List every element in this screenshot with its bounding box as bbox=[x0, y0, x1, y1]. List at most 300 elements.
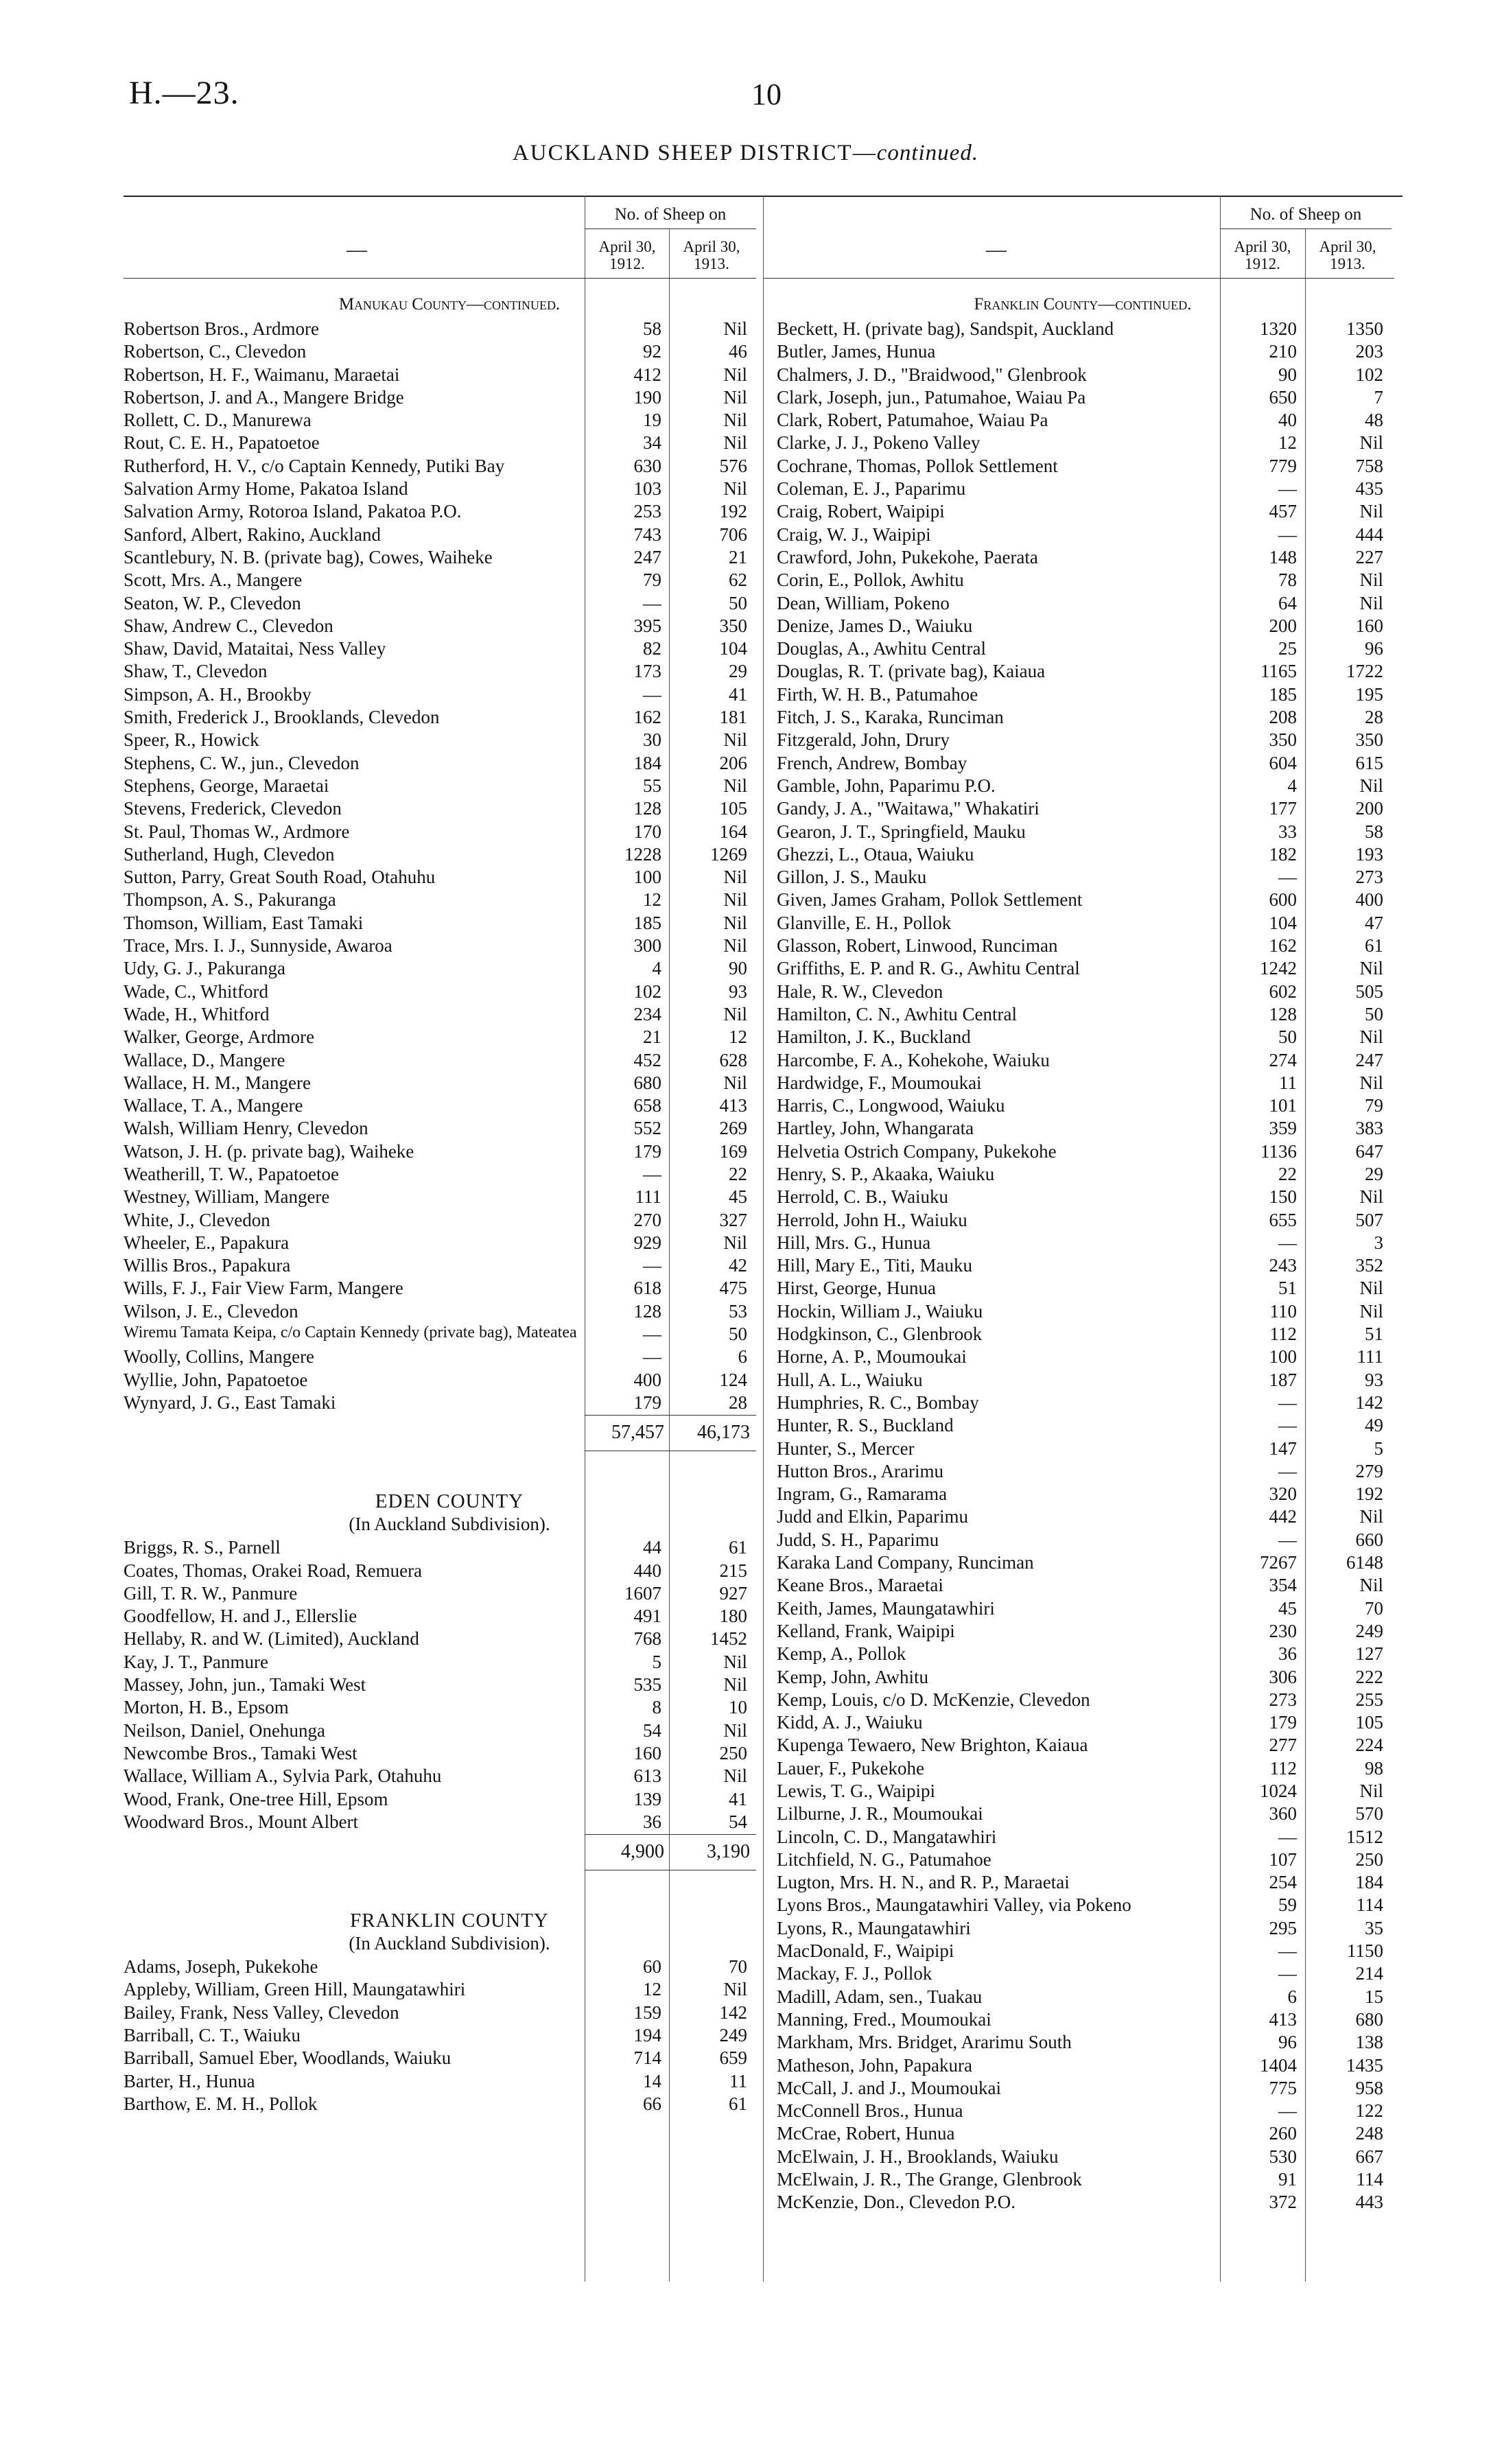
sheep-1912: 33 bbox=[1278, 821, 1297, 842]
sheep-1912: 162 bbox=[1269, 935, 1297, 957]
owner-name: Denize, James D., Waiuku bbox=[777, 615, 973, 636]
table-row bbox=[124, 889, 775, 912]
sheep-1912: 400 bbox=[633, 1369, 661, 1390]
table-row bbox=[777, 913, 1389, 935]
sheep-1913: 10 bbox=[729, 1697, 747, 1718]
owner-name: Stephens, George, Maraetai bbox=[124, 775, 329, 796]
owner-name: Given, James Graham, Pollok Settlement bbox=[777, 889, 1083, 911]
table-row bbox=[777, 958, 1389, 981]
sheep-1912: 100 bbox=[633, 867, 661, 888]
table-row bbox=[124, 1583, 775, 1606]
sheep-1913: 1350 bbox=[1346, 318, 1383, 339]
header-col-1913: April 30, 1913. bbox=[683, 238, 740, 272]
table-row bbox=[124, 1232, 775, 1255]
section-heading: Manukau County—continued. bbox=[338, 295, 561, 314]
sheep-1913: 1269 bbox=[710, 843, 747, 865]
header-bottom-rule bbox=[763, 278, 1394, 279]
table-row bbox=[777, 318, 1389, 341]
table-row bbox=[777, 1186, 1389, 1209]
sheep-1912: 21 bbox=[643, 1026, 661, 1048]
table-row bbox=[777, 2192, 1389, 2214]
sheep-1912: 457 bbox=[1269, 501, 1297, 522]
owner-name: Appleby, William, Green Hill, Maungatawhiri bbox=[124, 1979, 466, 2000]
sheep-1912: 412 bbox=[633, 364, 661, 385]
owner-name: Rout, C. E. H., Papatoetoe bbox=[124, 432, 320, 454]
sheep-1912: 100 bbox=[1269, 1346, 1297, 1368]
owner-name: Weatherill, T. W., Papatoetoe bbox=[124, 1163, 339, 1184]
sheep-1913: 93 bbox=[729, 981, 747, 1002]
sheep-1912: 92 bbox=[643, 341, 661, 362]
sheep-1913: 206 bbox=[719, 752, 747, 773]
sheep-1913: 58 bbox=[1365, 821, 1383, 842]
sheep-1912: 270 bbox=[633, 1209, 661, 1230]
table-row bbox=[777, 1118, 1389, 1140]
sheep-1913: 48 bbox=[1365, 410, 1383, 431]
table-row bbox=[777, 547, 1389, 570]
owner-name: Wilson, J. E., Clevedon bbox=[124, 1300, 298, 1322]
sheep-1912: 743 bbox=[633, 524, 661, 545]
header-col-1912: April 30, 1912. bbox=[598, 238, 656, 272]
table-row bbox=[124, 1255, 775, 1278]
sheep-1912: 1165 bbox=[1260, 661, 1297, 682]
table-row bbox=[124, 2002, 775, 2025]
sheep-1913: 11 bbox=[729, 2070, 747, 2091]
sheep-1913: 350 bbox=[1355, 729, 1383, 751]
sheep-1913: 249 bbox=[719, 2025, 747, 2045]
sheep-1913: 250 bbox=[1355, 1849, 1383, 1870]
total-rule bbox=[585, 1415, 756, 1416]
table-row bbox=[777, 456, 1389, 478]
owner-name: Hill, Mary E., Titi, Mauku bbox=[777, 1255, 973, 1276]
sheep-1912: 185 bbox=[633, 912, 661, 933]
sheep-1912: 182 bbox=[1269, 843, 1297, 865]
table-row bbox=[777, 821, 1389, 844]
sheep-1913: Nil bbox=[723, 1003, 747, 1024]
header-group: No. of Sheep on bbox=[1249, 205, 1362, 224]
table-row bbox=[777, 2100, 1389, 2123]
owner-name: Hull, A. L., Waiuku bbox=[777, 1369, 923, 1390]
table-row bbox=[777, 2009, 1389, 2032]
sheep-1913: 443 bbox=[1355, 2192, 1383, 2213]
sheep-1913: Nil bbox=[723, 318, 747, 339]
sheep-1912: 111 bbox=[635, 1186, 661, 1208]
owner-name: Hunter, R. S., Buckland bbox=[777, 1415, 954, 1436]
table-row bbox=[777, 1827, 1389, 1849]
sheep-1913: Nil bbox=[723, 432, 747, 454]
table-row bbox=[777, 1712, 1389, 1735]
sheep-1913: 98 bbox=[1365, 1757, 1383, 1779]
table-row bbox=[777, 593, 1389, 615]
owner-name: Henry, S. P., Akaaka, Waiuku bbox=[777, 1163, 995, 1184]
sheep-1913: 247 bbox=[1355, 1049, 1383, 1070]
sheep-1912: 768 bbox=[633, 1628, 661, 1650]
sheep-1912: 277 bbox=[1269, 1735, 1297, 1756]
sheep-1912: 159 bbox=[633, 2002, 661, 2023]
owner-name: Robertson, H. F., Waimanu, Maraetai bbox=[124, 364, 400, 385]
sheep-1913: 54 bbox=[729, 1811, 747, 1832]
table-row bbox=[777, 1050, 1389, 1072]
sheep-1912: 102 bbox=[633, 981, 661, 1002]
sheep-1912: 162 bbox=[633, 707, 661, 728]
table-row bbox=[777, 1141, 1389, 1164]
sheep-1912: 530 bbox=[1269, 2146, 1297, 2167]
owner-name: Shaw, David, Mataitai, Ness Valley bbox=[124, 638, 386, 659]
table-row bbox=[124, 1652, 775, 1674]
sheep-1912: 147 bbox=[1269, 1438, 1297, 1459]
sheep-1912: 79 bbox=[643, 570, 661, 591]
owner-name: Firth, W. H. B., Patumahoe bbox=[777, 683, 978, 705]
sheep-1912: 110 bbox=[1269, 1300, 1297, 1322]
sheep-1913: 435 bbox=[1355, 478, 1383, 500]
sheep-1913: 195 bbox=[1355, 683, 1383, 705]
table-row bbox=[777, 684, 1389, 707]
sheep-1913: 413 bbox=[719, 1095, 747, 1116]
owner-name: McConnell Bros., Hunua bbox=[777, 2100, 963, 2122]
sheep-1912: 107 bbox=[1269, 1849, 1297, 1870]
owner-name: Fitch, J. S., Karaka, Runciman bbox=[777, 707, 1004, 728]
owner-name: Kay, J. T., Panmure bbox=[124, 1651, 268, 1672]
sheep-1912: 185 bbox=[1269, 683, 1297, 705]
owner-name: Madill, Adam, sen., Tuakau bbox=[777, 1986, 983, 2007]
table-row bbox=[124, 524, 775, 547]
table-row bbox=[124, 1560, 775, 1583]
table-row bbox=[124, 913, 775, 935]
table-row bbox=[124, 364, 775, 387]
table-row bbox=[777, 1849, 1389, 1872]
sheep-1912: 4 bbox=[1287, 775, 1297, 796]
owner-name: Salvation Army, Rotoroa Island, Pakatoa P.O. bbox=[124, 501, 462, 522]
table-row bbox=[124, 501, 775, 524]
owner-name: White, J., Clevedon bbox=[124, 1209, 270, 1230]
table-row bbox=[124, 1004, 775, 1026]
sheep-1913: 50 bbox=[729, 1324, 747, 1345]
sheep-1913: 203 bbox=[1355, 341, 1383, 362]
sheep-1912: 680 bbox=[633, 1072, 661, 1093]
owner-name: Glanville, E. H., Pollok bbox=[777, 912, 952, 933]
table-row bbox=[777, 615, 1389, 638]
sheep-1912: 535 bbox=[633, 1674, 661, 1696]
sheep-1912: 5 bbox=[652, 1651, 661, 1672]
right-table bbox=[763, 196, 1389, 2281]
sheep-1912: 274 bbox=[1269, 1049, 1297, 1070]
page-title-main: AUCKLAND SHEEP DISTRICT— bbox=[512, 141, 877, 165]
sheep-1913: Nil bbox=[1359, 958, 1383, 979]
table-row bbox=[124, 1789, 775, 1811]
table-row bbox=[124, 1628, 775, 1651]
owner-name: Rutherford, H. V., c/o Captain Kennedy, Putiki Bay bbox=[124, 455, 505, 476]
sheep-1912: 491 bbox=[633, 1606, 661, 1627]
table-row bbox=[777, 1735, 1389, 1757]
owner-name: Mackay, F. J., Pollok bbox=[777, 1963, 932, 1984]
sheep-1912: — bbox=[1278, 867, 1297, 888]
sheep-1913: 6148 bbox=[1346, 1552, 1383, 1573]
owner-name: Wallace, William A., Sylvia Park, Otahuhu bbox=[124, 1765, 442, 1787]
sheep-1912: — bbox=[1278, 1415, 1297, 1436]
owner-name: Corin, E., Pollok, Awhitu bbox=[777, 570, 964, 591]
table-row bbox=[777, 2169, 1389, 2192]
table-row bbox=[777, 1621, 1389, 1643]
table-row bbox=[777, 661, 1389, 683]
table-row bbox=[777, 1278, 1389, 1300]
owner-name: Massey, John, jun., Tamaki West bbox=[124, 1674, 366, 1696]
sheep-1913: Nil bbox=[1359, 1300, 1383, 1322]
table-row bbox=[777, 1872, 1389, 1894]
table-row bbox=[777, 1164, 1389, 1186]
table-row bbox=[124, 1697, 775, 1720]
sheep-1912: 19 bbox=[643, 410, 661, 431]
sheep-1913: 12 bbox=[729, 1026, 747, 1048]
franklin-list-continued bbox=[777, 318, 1389, 2215]
sheep-1913: 350 bbox=[719, 615, 747, 636]
table-row bbox=[124, 341, 775, 364]
sheep-1912: — bbox=[1278, 1232, 1297, 1253]
owner-name: McElwain, J. R., The Grange, Glenbrook bbox=[777, 2169, 1082, 2190]
owner-name: Bailey, Frank, Ness Valley, Clevedon bbox=[124, 2002, 399, 2023]
sheep-1912: — bbox=[643, 1255, 661, 1276]
sheep-1912: 112 bbox=[1269, 1757, 1297, 1779]
sheep-1912: 128 bbox=[633, 798, 661, 819]
owner-name: Kemp, Louis, c/o D. McKenzie, Clevedon bbox=[777, 1689, 1090, 1710]
table-row bbox=[124, 935, 775, 958]
sheep-1913: 5 bbox=[1374, 1438, 1383, 1459]
sheep-1913: 383 bbox=[1355, 1118, 1383, 1139]
sheep-1912: 101 bbox=[1269, 1095, 1297, 1116]
sheep-1912: 260 bbox=[1269, 2123, 1297, 2144]
sheep-1913: 227 bbox=[1355, 546, 1383, 567]
sheep-1913: Nil bbox=[1359, 1026, 1383, 1048]
sheep-1913: 505 bbox=[1355, 981, 1383, 1002]
owner-name: Coleman, E. J., Paparimu bbox=[777, 478, 966, 500]
table-row bbox=[777, 1415, 1389, 1438]
sheep-1913: 248 bbox=[1355, 2123, 1383, 2144]
sheep-1913: Nil bbox=[1359, 1278, 1383, 1299]
table-row bbox=[777, 1894, 1389, 1917]
table-row bbox=[777, 570, 1389, 592]
sheep-1913: Nil bbox=[723, 912, 747, 933]
sheep-1913: 61 bbox=[729, 1537, 747, 1558]
table-row bbox=[777, 1575, 1389, 1597]
sheep-1913: Nil bbox=[723, 775, 747, 796]
sheep-1912: 234 bbox=[633, 1003, 661, 1024]
sheep-1913: 647 bbox=[1355, 1140, 1383, 1162]
sheep-1912: 929 bbox=[633, 1232, 661, 1253]
sheep-1912: 360 bbox=[1269, 1803, 1297, 1824]
sheep-1913: 184 bbox=[1355, 1872, 1383, 1893]
owner-name: Hale, R. W., Clevedon bbox=[777, 981, 943, 1002]
table-row bbox=[777, 2146, 1389, 2169]
header-dash: — bbox=[347, 238, 367, 261]
table-row bbox=[777, 1963, 1389, 1986]
sheep-1913: Nil bbox=[723, 1674, 747, 1696]
table-row bbox=[124, 1186, 775, 1209]
sheep-1913: 269 bbox=[719, 1118, 747, 1139]
page-title-italic: continued. bbox=[876, 141, 979, 165]
sheep-1913: 93 bbox=[1365, 1369, 1383, 1390]
sheep-1913: 102 bbox=[1355, 364, 1383, 385]
sheep-1913: Nil bbox=[723, 478, 747, 500]
owner-name: Harris, C., Longwood, Waiuku bbox=[777, 1095, 1005, 1116]
owner-name: Barter, H., Hunua bbox=[124, 2070, 255, 2091]
sheep-1913: 327 bbox=[719, 1209, 747, 1230]
owner-name: Thomson, William, East Tamaki bbox=[124, 912, 364, 933]
sheep-1913: 222 bbox=[1355, 1666, 1383, 1687]
header-group: No. of Sheep on bbox=[614, 205, 727, 224]
sheep-1912: 1136 bbox=[1260, 1140, 1297, 1162]
owner-name: Kelland, Frank, Waipipi bbox=[777, 1620, 955, 1641]
sheep-1912: 1242 bbox=[1260, 958, 1297, 979]
table-row bbox=[777, 1598, 1389, 1621]
table-row bbox=[777, 1072, 1389, 1095]
owner-name: Judd and Elkin, Paparimu bbox=[777, 1506, 968, 1527]
sheep-1912: 300 bbox=[633, 935, 661, 957]
sheep-1912: 179 bbox=[633, 1392, 661, 1413]
sheep-1913: Nil bbox=[1359, 1506, 1383, 1527]
owner-name: Salvation Army Home, Pakatoa Island bbox=[124, 478, 408, 500]
total-1912: 57,457 bbox=[611, 1422, 664, 1444]
owner-name: Walker, George, Ardmore bbox=[124, 1026, 315, 1048]
sheep-1912: 295 bbox=[1269, 1917, 1297, 1938]
header-col-1912: April 30, 1912. bbox=[1234, 238, 1291, 272]
sheep-1912: 350 bbox=[1269, 729, 1297, 751]
sheep-1912: 58 bbox=[643, 318, 661, 339]
sheep-1913: Nil bbox=[723, 867, 747, 888]
sheep-1913: Nil bbox=[1359, 1575, 1383, 1596]
sheep-1913: 1452 bbox=[710, 1628, 747, 1650]
table-row bbox=[124, 1141, 775, 1164]
sheep-1912: 36 bbox=[1278, 1643, 1297, 1665]
sheep-1913: Nil bbox=[723, 1765, 747, 1787]
sheep-1913: 576 bbox=[719, 455, 747, 476]
table-row bbox=[124, 410, 775, 432]
table-top-rule bbox=[124, 196, 775, 197]
owner-name: Scott, Mrs. A., Mangere bbox=[124, 570, 303, 591]
sheep-1913: 96 bbox=[1365, 638, 1383, 659]
table-row bbox=[124, 1050, 775, 1072]
owner-name: Wade, H., Whitford bbox=[124, 1003, 270, 1024]
table-row bbox=[124, 1370, 775, 1392]
owner-name: Newcombe Bros., Tamaki West bbox=[124, 1742, 357, 1763]
sheep-1913: Nil bbox=[723, 729, 747, 751]
sheep-1913: 28 bbox=[1365, 707, 1383, 728]
owner-name: Hutton Bros., Ararimu bbox=[777, 1460, 943, 1481]
owner-name: Robertson Bros., Ardmore bbox=[124, 318, 319, 339]
table-row bbox=[124, 593, 775, 615]
sheep-1912: 90 bbox=[1278, 364, 1297, 385]
owner-name: Hunter, S., Mercer bbox=[777, 1438, 915, 1459]
table-row bbox=[777, 1529, 1389, 1552]
owner-name: Neilson, Daniel, Onehunga bbox=[124, 1720, 325, 1741]
owner-name: Cochrane, Thomas, Pollok Settlement bbox=[777, 455, 1058, 476]
sheep-1913: 51 bbox=[1365, 1324, 1383, 1345]
sheep-1913: Nil bbox=[1359, 1781, 1383, 1801]
sheep-1912: 112 bbox=[1269, 1324, 1297, 1345]
owner-name: Judd, S. H., Paparimu bbox=[777, 1529, 939, 1550]
owner-name: Wood, Frank, One-tree Hill, Epsom bbox=[124, 1788, 388, 1809]
sheep-1913: 352 bbox=[1355, 1255, 1383, 1276]
sheep-1913: 181 bbox=[719, 707, 747, 728]
owner-name: Dean, William, Pokeno bbox=[777, 592, 950, 613]
left-table bbox=[124, 196, 775, 2281]
sheep-1912: 22 bbox=[1278, 1163, 1297, 1184]
sheep-1913: 3 bbox=[1374, 1232, 1383, 1253]
sheep-1912: 139 bbox=[633, 1788, 661, 1809]
owner-name: Keith, James, Maungatawhiri bbox=[777, 1597, 995, 1619]
section-heading: FRANKLIN COUNTY bbox=[350, 1910, 549, 1932]
owner-name: Lyons Bros., Maungatawhiri Valley, via Pokeno bbox=[777, 1894, 1131, 1916]
table-row bbox=[777, 432, 1389, 455]
owner-name: Wheeler, E., Papakura bbox=[124, 1232, 290, 1253]
total-1912: 4,900 bbox=[621, 1841, 664, 1863]
owner-name: Watson, J. H. (p. private bag), Waiheke bbox=[124, 1140, 414, 1162]
sheep-1913: 706 bbox=[719, 524, 747, 545]
sheep-1912: 775 bbox=[1269, 2077, 1297, 2098]
sheep-1912: — bbox=[1278, 1826, 1297, 1847]
table-row bbox=[777, 364, 1389, 387]
owner-name: Walsh, William Henry, Clevedon bbox=[124, 1118, 368, 1139]
table-row bbox=[124, 775, 775, 798]
table-row bbox=[124, 432, 775, 455]
table-row bbox=[124, 1026, 775, 1049]
sheep-1913: Nil bbox=[723, 889, 747, 911]
sheep-1912: 59 bbox=[1278, 1894, 1297, 1916]
sheep-1912: 7267 bbox=[1260, 1552, 1297, 1573]
sheep-1912: 128 bbox=[1269, 1003, 1297, 1024]
table-row bbox=[124, 1118, 775, 1140]
owner-name: Ghezzi, L., Otaua, Waiuku bbox=[777, 843, 974, 865]
table-row bbox=[777, 638, 1389, 661]
sheep-1912: 253 bbox=[633, 501, 661, 522]
sheep-1912: — bbox=[1278, 524, 1297, 545]
sheep-1913: 29 bbox=[729, 661, 747, 682]
sheep-1912: 103 bbox=[633, 478, 661, 500]
column-rule bbox=[763, 196, 764, 2281]
table-row bbox=[777, 1689, 1389, 1712]
owner-name: Clark, Joseph, jun., Patumahoe, Waiau Pa bbox=[777, 386, 1086, 408]
sheep-1913: 138 bbox=[1355, 2032, 1383, 2053]
sheep-1912: 779 bbox=[1269, 455, 1297, 476]
sheep-1912: — bbox=[1278, 1392, 1297, 1413]
sheep-1912: 254 bbox=[1269, 1872, 1297, 1893]
table-row bbox=[777, 729, 1389, 752]
table-top-rule bbox=[763, 196, 1402, 197]
table-row bbox=[777, 387, 1389, 410]
owner-name: Herrold, C. B., Waiuku bbox=[777, 1186, 949, 1208]
sheep-1912: 194 bbox=[633, 2025, 661, 2045]
table-row bbox=[124, 2071, 775, 2093]
sheep-1913: Nil bbox=[723, 1720, 747, 1741]
table-row bbox=[777, 1781, 1389, 1803]
owner-name: Lewis, T. G., Waipipi bbox=[777, 1781, 936, 1801]
owner-name: Beckett, H. (private bag), Sandspit, Auckland bbox=[777, 318, 1114, 339]
table-row bbox=[124, 1072, 775, 1095]
sheep-1912: 170 bbox=[633, 821, 661, 842]
section-subheading: (In Auckland Subdivision). bbox=[349, 1933, 550, 1954]
sheep-1912: 552 bbox=[633, 1118, 661, 1139]
table-row bbox=[124, 1720, 775, 1743]
sheep-1912: 66 bbox=[643, 2093, 661, 2114]
owner-name: Helvetia Ostrich Company, Pukekohe bbox=[777, 1140, 1057, 1162]
owner-name: Barriball, Samuel Eber, Woodlands, Waiuku bbox=[124, 2048, 451, 2069]
sheep-1913: 21 bbox=[729, 546, 747, 567]
sheep-1912: 208 bbox=[1269, 707, 1297, 728]
table-row bbox=[777, 1392, 1389, 1415]
table-row bbox=[124, 1956, 775, 1979]
sheep-1913: 142 bbox=[1355, 1392, 1383, 1413]
owner-name: Barriball, C. T., Waiuku bbox=[124, 2025, 301, 2045]
owner-name: Coates, Thomas, Orakei Road, Remuera bbox=[124, 1560, 423, 1581]
owner-name: Thompson, A. S., Pakuranga bbox=[124, 889, 336, 911]
sheep-1913: 53 bbox=[729, 1300, 747, 1322]
